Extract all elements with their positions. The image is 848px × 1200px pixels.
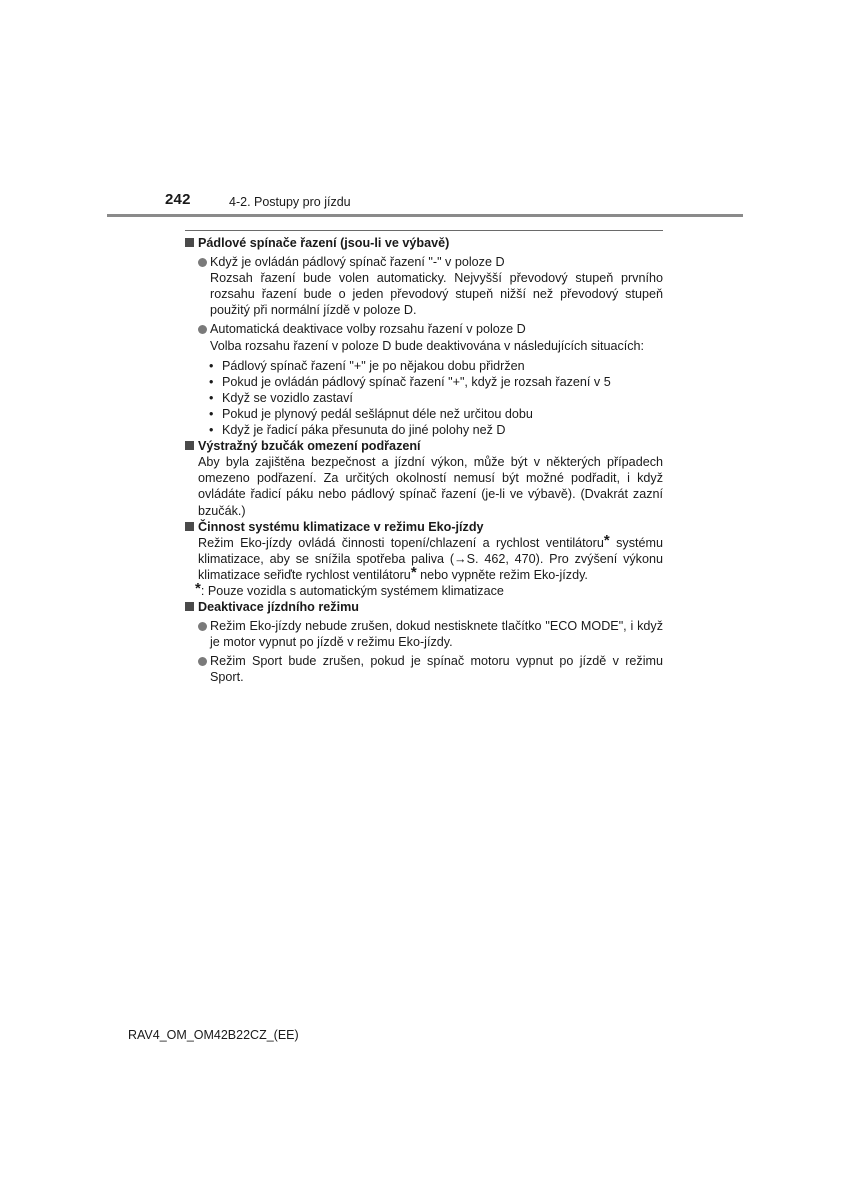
- bullet-item: • Když je řadicí páka přesunuta do jiné polohy než D: [221, 422, 663, 438]
- page-number: 242: [165, 191, 191, 208]
- square-bullet-icon: [185, 522, 194, 531]
- square-bullet-icon: [185, 441, 194, 450]
- section-title: 4-2. Postupy pro jízdu: [229, 195, 351, 209]
- section-heading: Pádlové spínače řazení (jsou-li ve výbavě): [185, 235, 663, 251]
- bullet-item: • Pádlový spínač řazení "+" je po nějakou dobu přidržen: [221, 358, 663, 374]
- bullet-item: • Když se vozidlo zastaví: [221, 390, 663, 406]
- bullet-list: [185, 358, 663, 438]
- paragraph: Aby byla zajištěna bezpečnost a jízdní výkon, může být v některých případech omezeno podřazení. Za určitých okolností nemusí být možné podřadit, i když ovládáte řadicí páku nebo pádlový spínač řazení (je-li ve výbavě). (Dvakrát zazní bzučák.): [198, 455, 663, 518]
- circle-bullet-icon: [198, 325, 207, 334]
- list-item: Režim Sport bude zrušen, pokud je spínač motoru vypnut po jízdě v režimu Sport.: [185, 653, 663, 685]
- asterisk-marker: *: [603, 531, 610, 549]
- bullet-item: • Pokud je ovládán pádlový spínač řazení "+", když je rozsah řazení v 5: [221, 374, 663, 390]
- asterisk-marker: *: [195, 579, 201, 597]
- section-heading: Činnost systému klimatizace v režimu Eko-jízdy: [185, 519, 663, 535]
- circle-bullet-icon: [198, 657, 207, 666]
- list-item: Automatická deaktivace volby rozsahu řazení v poloze D Volba rozsahu řazení v poloze D bude deaktivována v následujících situacích:: [185, 321, 663, 353]
- section-heading: Deaktivace jízdního režimu: [185, 599, 663, 615]
- bullet-item: • Pokud je plynový pedál sešlápnut déle než určitou dobu: [221, 406, 663, 422]
- square-bullet-icon: [185, 602, 194, 611]
- list-item: Když je ovládán pádlový spínač řazení "-" v poloze D Rozsah řazení bude volen automaticky. Nejvyšší převodový stupeň prvního rozsahu řazení bude o jeden převodový stupeň nižší než převodový stupeň použitý při normální jízdě v poloze D.: [185, 254, 663, 318]
- document-code: RAV4_OM_OM42B22CZ_(EE): [128, 1028, 299, 1042]
- main-content: [185, 235, 663, 686]
- section-heading: Výstražný bzučák omezení podřazení: [185, 438, 663, 454]
- paragraph: Režim Eko-jízdy ovládá činnosti topení/chlazení a rychlost ventilátoru* systému klimatizace, aby se snížila spotřeba paliva (→S. 462, 470). Pro zvýšení výkonu klimatizace seřiďte rychlost ventilátoru* nebo vypněte režim Eko-jízdy.: [198, 531, 664, 582]
- list-item: Režim Eko-jízdy nebude zrušen, dokud nestisknete tlačítko "ECO MODE", i když je motor vypnut po jízdě v režimu Eko-jízdy.: [185, 618, 663, 650]
- asterisk-marker: *: [410, 563, 417, 581]
- header-rule: [107, 214, 743, 217]
- square-bullet-icon: [185, 238, 194, 247]
- content-rule: [185, 230, 663, 231]
- circle-bullet-icon: [198, 622, 207, 631]
- footnote: *: Pouze vozidla s automatickým systémem klimatizace: [195, 579, 504, 598]
- circle-bullet-icon: [198, 258, 207, 267]
